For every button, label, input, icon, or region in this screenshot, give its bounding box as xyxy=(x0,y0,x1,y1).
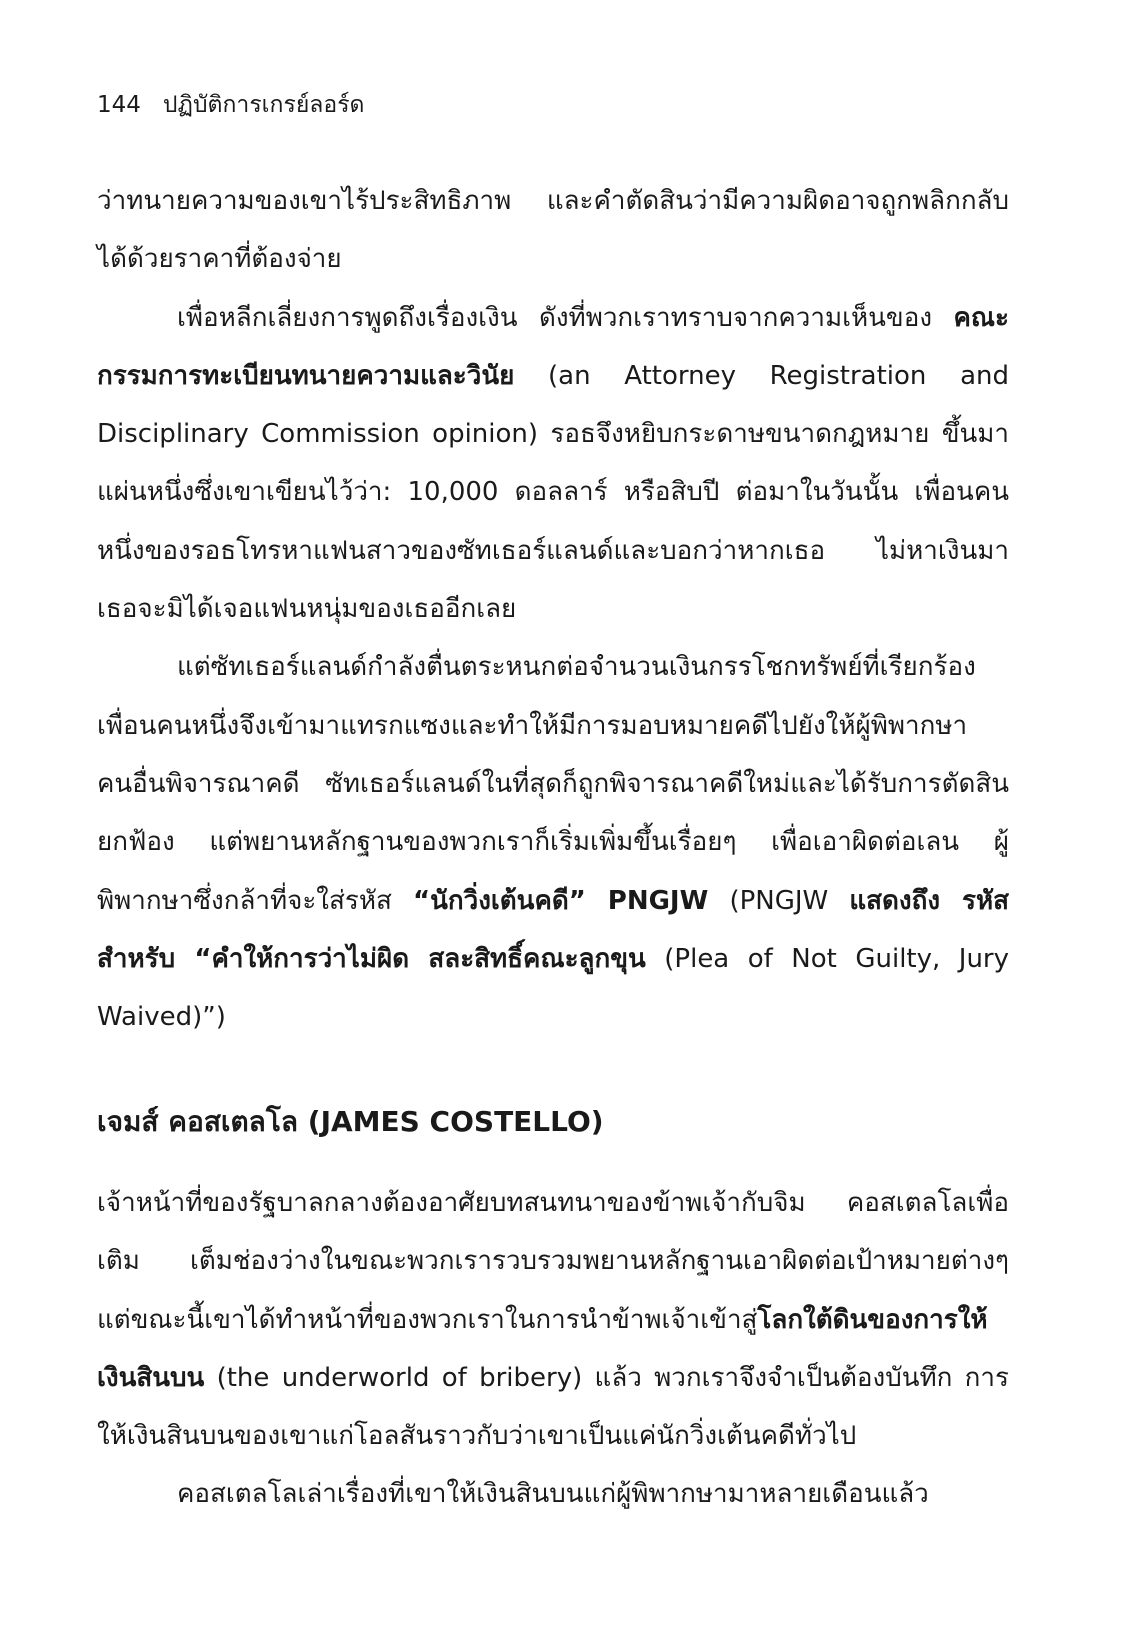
paragraph-2-text-b: (an Attorney Registration and Disciplinary Commission opinion) รอธจึงหยิบกระดาษขนาดกฎหมาย ขึ้นมาแผ่นหนึ่งซึ่งเขาเขียนไว้ว่า: 10,000 ดอลลาร์ หรือสิบปี ต่อมาในวันนั้น เพื่อนคนหนึ่งของรอธโทรหาแฟนสาวของซัทเธอร์แลนด์และบอกว่าหากเธอ ไม่หาเงินมา เธอจะมิได้เจอแฟนหนุ่มของเธออีกเลย xyxy=(97,360,1009,625)
paragraph-4-text-b: (the underworld of bribery) แล้ว พวกเราจึงจำเป็นต้องบันทึก การให้เงินสินบนของเขาแก่โอลสันราวกับว่าเขาเป็นแค่นักวิ่งเต้นคดีทั่วไป xyxy=(97,1362,1009,1452)
paragraph-2-text-a: เพื่อหลีกเลี่ยงการพูดถึงเรื่องเงิน ดังที่พวกเราทราบจากความเห็นของ xyxy=(177,302,954,333)
paragraph-2-bold-term: คณะกรรมการทะเบียนทนายความและวินัย xyxy=(97,302,1009,391)
section-heading: เจมส์ คอสเตลโล (JAMES COSTELLO) xyxy=(97,1105,604,1138)
paragraph-3-text-b: (PNGJW xyxy=(708,885,850,916)
paragraph-3-bold-term-2: แสดงถึง รหัสสำหรับ “คำให้การว่าไม่ผิด สละสิทธิ์คณะลูกขุน xyxy=(97,885,1009,974)
paragraph-4-text-a: เจ้าหน้าที่ของรัฐบาลกลางต้องอาศัยบทสนทนาของข้าพเจ้ากับจิม คอสเตลโลเพื่อเติม เต็มช่องว่างในขณะพวกเรารวบรวมพยานหลักฐานเอาผิดต่อเป้าหมายต่างๆ แต่ขณะนี้เขาได้ทำหน้าที่ของพวกเราในการนำข้าพเจ้าเข้าสู่ xyxy=(97,1188,1009,1335)
paragraph-1 xyxy=(97,172,1009,289)
paragraph-3-bold-term: “นักวิ่งเต้นคดี” PNGJW xyxy=(413,885,709,916)
section-two-body xyxy=(97,1174,1009,1524)
paragraph-4 xyxy=(97,1174,1009,1465)
section-one-body xyxy=(97,172,1009,1046)
paragraph-5 xyxy=(97,1465,1009,1523)
paragraph-4-bold-term: โลกใต้ดินของการให้ เงินสินบน xyxy=(97,1304,988,1393)
paragraph-3-text-c: (Plea of Not Guilty, Jury Waived)”) xyxy=(97,943,1009,1033)
page-number: 144 xyxy=(97,92,141,118)
paragraph-3 xyxy=(97,638,1009,1046)
running-header xyxy=(97,90,365,120)
paragraph-1-text: ว่าทนายความของเขาไร้ประสิทธิภาพ และคำตัดสินว่ามีความผิดอาจถูกพลิกกลับ ได้ด้วยราคาที่ต้องจ่าย xyxy=(97,186,1009,275)
book-title: ปฏิบัติการเกรย์ลอร์ด xyxy=(162,92,365,118)
paragraph-2 xyxy=(97,289,1009,639)
paragraph-3-text-a: แต่ซัทเธอร์แลนด์กำลังตื่นตระหนกต่อจำนวนเงินกรรโชกทรัพย์ที่เรียกร้อง เพื่อนคนหนึ่งจึงเข้ามาแทรกแซงและทำให้มีการมอบหมายคดีไปยังให้ผู้พิพากษา คนอื่นพิจารณาคดี ซัทเธอร์แลนด์ในที่สุดก็ถูกพิจารณาคดีใหม่และได้รับการตัดสิน ยกฟ้อง แต่พยานหลักฐานของพวกเราก็เริ่มเพิ่มขึ้นเรื่อยๆ เพื่อเอาผิดต่อเลน ผู้พิพากษาซึ่งกล้าที่จะใส่รหัส xyxy=(97,652,1009,916)
paragraph-5-text: คอสเตลโลเล่าเรื่องที่เขาให้เงินสินบนแก่ผู้พิพากษามาหลายเดือนแล้ว xyxy=(177,1479,929,1510)
